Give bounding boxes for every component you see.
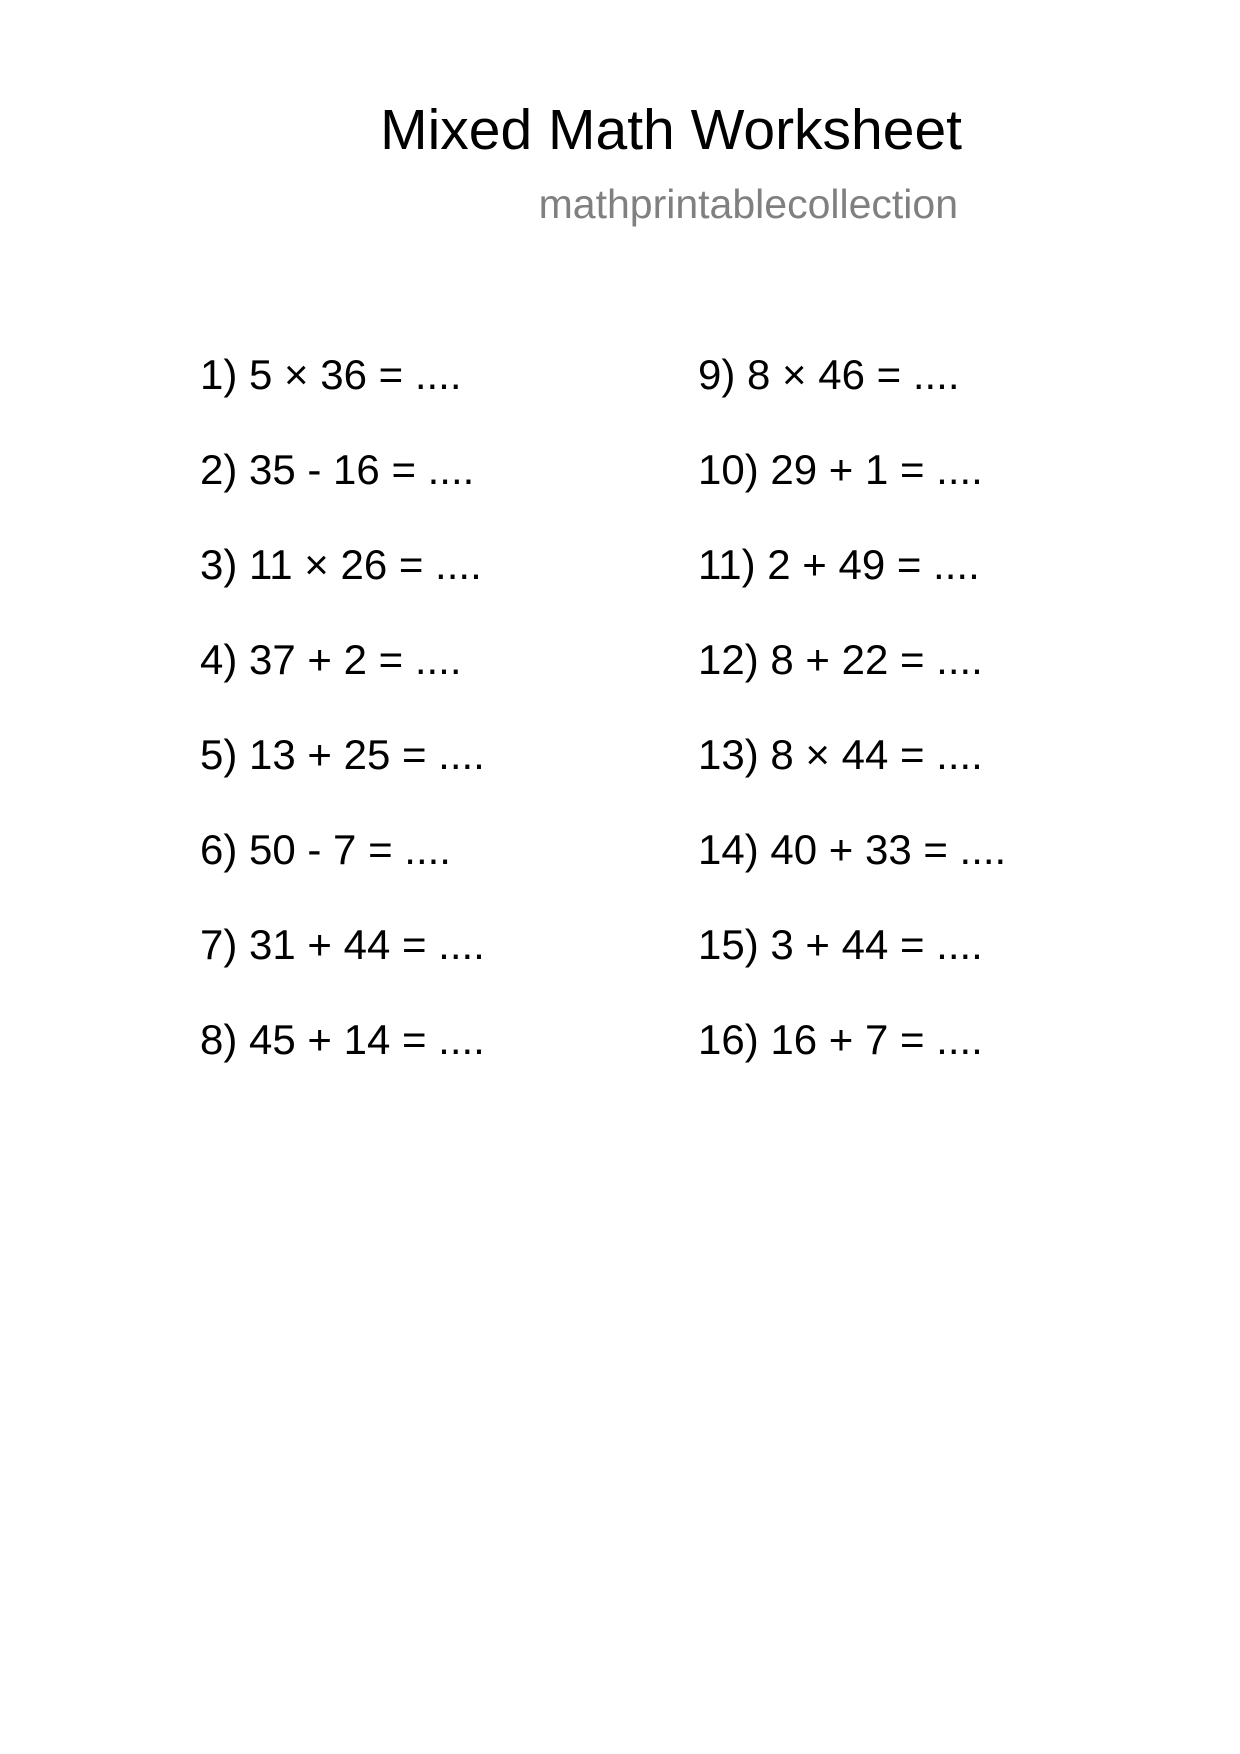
problem-item: 5) 13 + 25 = .... xyxy=(200,731,485,778)
problem-column-left xyxy=(200,348,485,1108)
worksheet-subtitle: mathprintablecollection xyxy=(538,181,958,227)
problem-item: 15) 3 + 44 = .... xyxy=(698,921,983,968)
problem-item: 4) 37 + 2 = .... xyxy=(200,636,462,683)
problem-column-right xyxy=(698,348,1006,1108)
problem-item: 11) 2 + 49 = .... xyxy=(698,541,980,588)
problem-item: 12) 8 + 22 = .... xyxy=(698,636,983,683)
problem-item: 8) 45 + 14 = .... xyxy=(200,1016,485,1063)
problem-item: 1) 5 × 36 = .... xyxy=(200,351,462,398)
problem-item: 14) 40 + 33 = .... xyxy=(698,826,1007,873)
problem-item: 16) 16 + 7 = .... xyxy=(698,1016,983,1063)
problem-item: 6) 50 - 7 = .... xyxy=(200,826,451,873)
problem-item: 3) 11 × 26 = .... xyxy=(200,541,482,588)
worksheet-title: Mixed Math Worksheet xyxy=(380,98,962,162)
problem-item: 10) 29 + 1 = .... xyxy=(698,446,983,493)
problem-item: 13) 8 × 44 = .... xyxy=(698,731,983,778)
problem-item: 2) 35 - 16 = .... xyxy=(200,446,475,493)
problem-item: 7) 31 + 44 = .... xyxy=(200,921,485,968)
problem-item: 9) 8 × 46 = .... xyxy=(698,351,960,398)
